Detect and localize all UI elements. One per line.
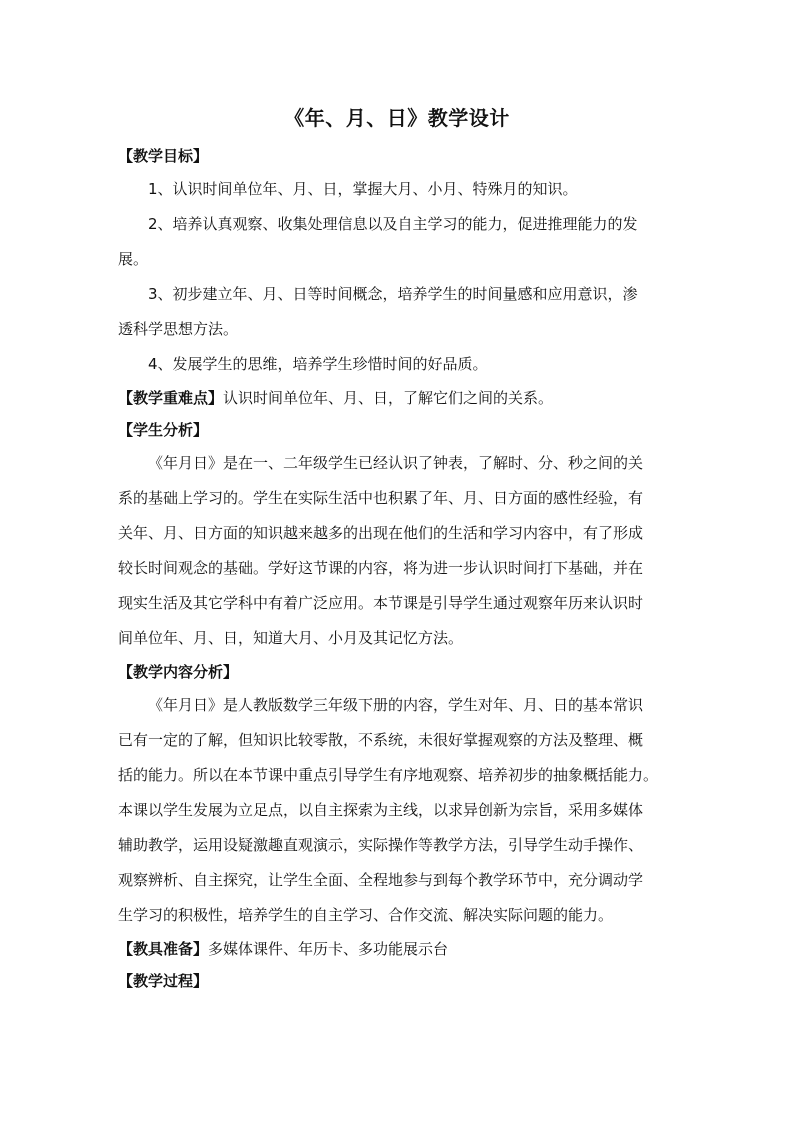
content-analysis-line: 括的能力。所以在本节课中重点引导学生有序地观察、培养初步的抽象概括能力。 (118, 766, 659, 784)
content-analysis-paragraph (118, 688, 680, 933)
objective-4-line-1: 4、发展学生的思维，培养学生珍惜时间的好品质。 (148, 355, 488, 373)
key-points-line (118, 382, 680, 414)
student-analysis-line: 系的基础上学习的。学生在实际生活中也积累了年、月、日方面的感性经验，有 (118, 489, 644, 507)
content-analysis-line: 辅助教学，运用设疑激趣直观演示，实际操作等教学方法，引导学生动手操作、 (118, 836, 644, 854)
objective-3-line-2: 透科学思想方法。 (118, 320, 239, 338)
student-analysis-line: 现实生活及其它学科中有着广泛应用。本节课是引导学生通过观察年历来认识时 (118, 594, 644, 612)
student-analysis-line: 关年、月、日方面的知识越来越多的出现在他们的生活和学习内容中，有了形成 (118, 524, 644, 542)
document-title: 《年、月、日》教学设计 (284, 106, 510, 130)
objective-2-line-2: 展。 (118, 250, 149, 268)
objective-3-line-1: 3、初步建立年、月、日等时间概念，培养学生的时间量感和应用意识，渗 (148, 285, 638, 303)
process-heading: 【教学过程】 (118, 972, 209, 990)
objective-item-3 (118, 277, 680, 347)
objective-1-line-1: 1、认识时间单位年、月、日，掌握大月、小月、特殊月的知识。 (148, 180, 578, 198)
content-analysis-heading: 【教学内容分析】 (118, 663, 239, 681)
content-analysis-line: 已有一定的了解，但知识比较零散，不系统，未很好掌握观察的方法及整理、概 (118, 731, 644, 749)
content-analysis-line: 生学习的积极性，培养学生的自主学习、合作交流、解决实际问题的能力。 (118, 906, 614, 924)
student-analysis-line: 《年月日》是在一、二年级学生已经认识了钟表，了解时、分、秒之间的关 (148, 454, 644, 472)
objective-item-1 (118, 172, 680, 207)
content-analysis-line: 《年月日》是人教版数学三年级下册的内容，学生对年、月、日的基本常识 (148, 696, 644, 714)
key-points-heading: 【教学重难点】 (118, 389, 224, 407)
document-body (118, 140, 680, 997)
student-analysis-paragraph (118, 446, 680, 656)
student-analysis-line: 间单位年、月、日，知道大月、小月及其记忆方法。 (118, 629, 464, 647)
materials-line (118, 933, 680, 965)
objective-item-2 (118, 207, 680, 277)
objective-item-4 (118, 347, 680, 382)
content-analysis-line: 观察辨析、自主探究，让学生全面、全程地参与到每个教学环节中，充分调动学 (118, 871, 644, 889)
student-analysis-line: 较长时间观念的基础。学好这节课的内容，将为进一步认识时间打下基础，并在 (118, 559, 644, 577)
key-points-text: 认识时间单位年、月、日，了解它们之间的关系。 (223, 389, 554, 407)
materials-text: 多媒体课件、年历卡、多功能展示台 (208, 940, 449, 958)
student-analysis-heading: 【学生分析】 (118, 421, 209, 439)
content-analysis-line: 本课以学生发展为立足点，以自主探索为主线，以求异创新为宗旨，采用多媒体 (118, 801, 644, 819)
materials-heading: 【教具准备】 (118, 940, 209, 958)
objectives-heading: 【教学目标】 (118, 147, 209, 165)
objective-2-line-1: 2、培养认真观察、收集处理信息以及自主学习的能力，促进推理能力的发 (148, 215, 638, 233)
